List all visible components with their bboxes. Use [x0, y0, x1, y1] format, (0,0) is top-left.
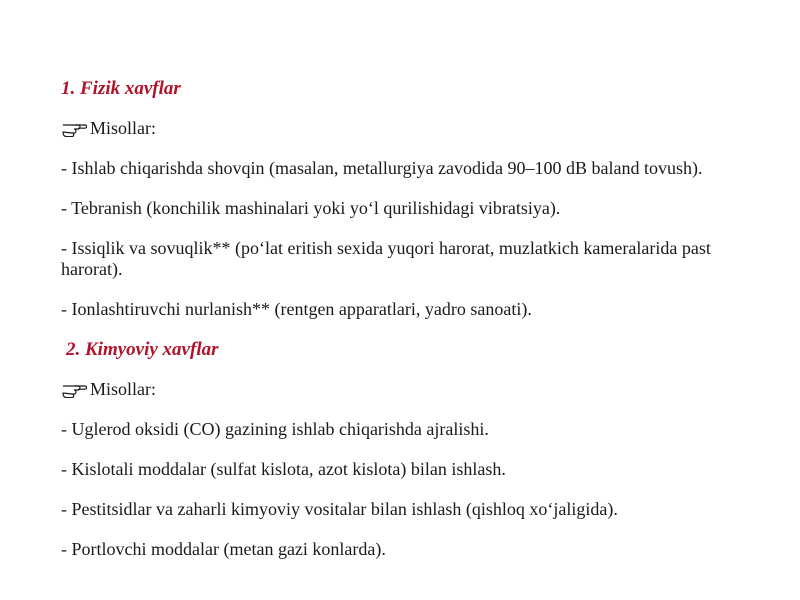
list-item: - Ishlab chiqarishda shovqin (masalan, metallurgiya zavodida 90–100 dB baland tovush).: [61, 158, 703, 178]
list-item: - Issiqlik va sovuqlik** (po‘lat eritish sexida yuqori harorat, muzlatkich kameralarida past harorat).: [61, 238, 711, 279]
examples-label-text: Misollar:: [90, 379, 156, 399]
section-title-physical-hazards: 1. Fizik xavflar: [61, 78, 181, 99]
document-page: [61, 78, 761, 579]
examples-label: [61, 118, 761, 139]
pointing-hand-icon: [61, 380, 87, 398]
examples-label: [61, 379, 761, 400]
section-title-chemical-hazards: 2. Kimyoviy xavflar: [66, 339, 219, 360]
list-item: - Pestitsidlar va zaharli kimyoviy vositalar bilan ishlash (qishloq xo‘jaligida).: [61, 499, 618, 519]
pointing-hand-icon: [61, 119, 87, 137]
list-item: - Portlovchi moddalar (metan gazi konlarda).: [61, 539, 386, 559]
list-item: - Uglerod oksidi (CO) gazining ishlab chiqarishda ajralishi.: [61, 419, 489, 439]
examples-label-text: Misollar:: [90, 118, 156, 138]
list-item: - Kislotali moddalar (sulfat kislota, azot kislota) bilan ishlash.: [61, 459, 506, 479]
list-item: - Tebranish (konchilik mashinalari yoki yo‘l qurilishidagi vibratsiya).: [61, 198, 561, 218]
list-item: - Ionlashtiruvchi nurlanish** (rentgen apparatlari, yadro sanoati).: [61, 299, 532, 319]
